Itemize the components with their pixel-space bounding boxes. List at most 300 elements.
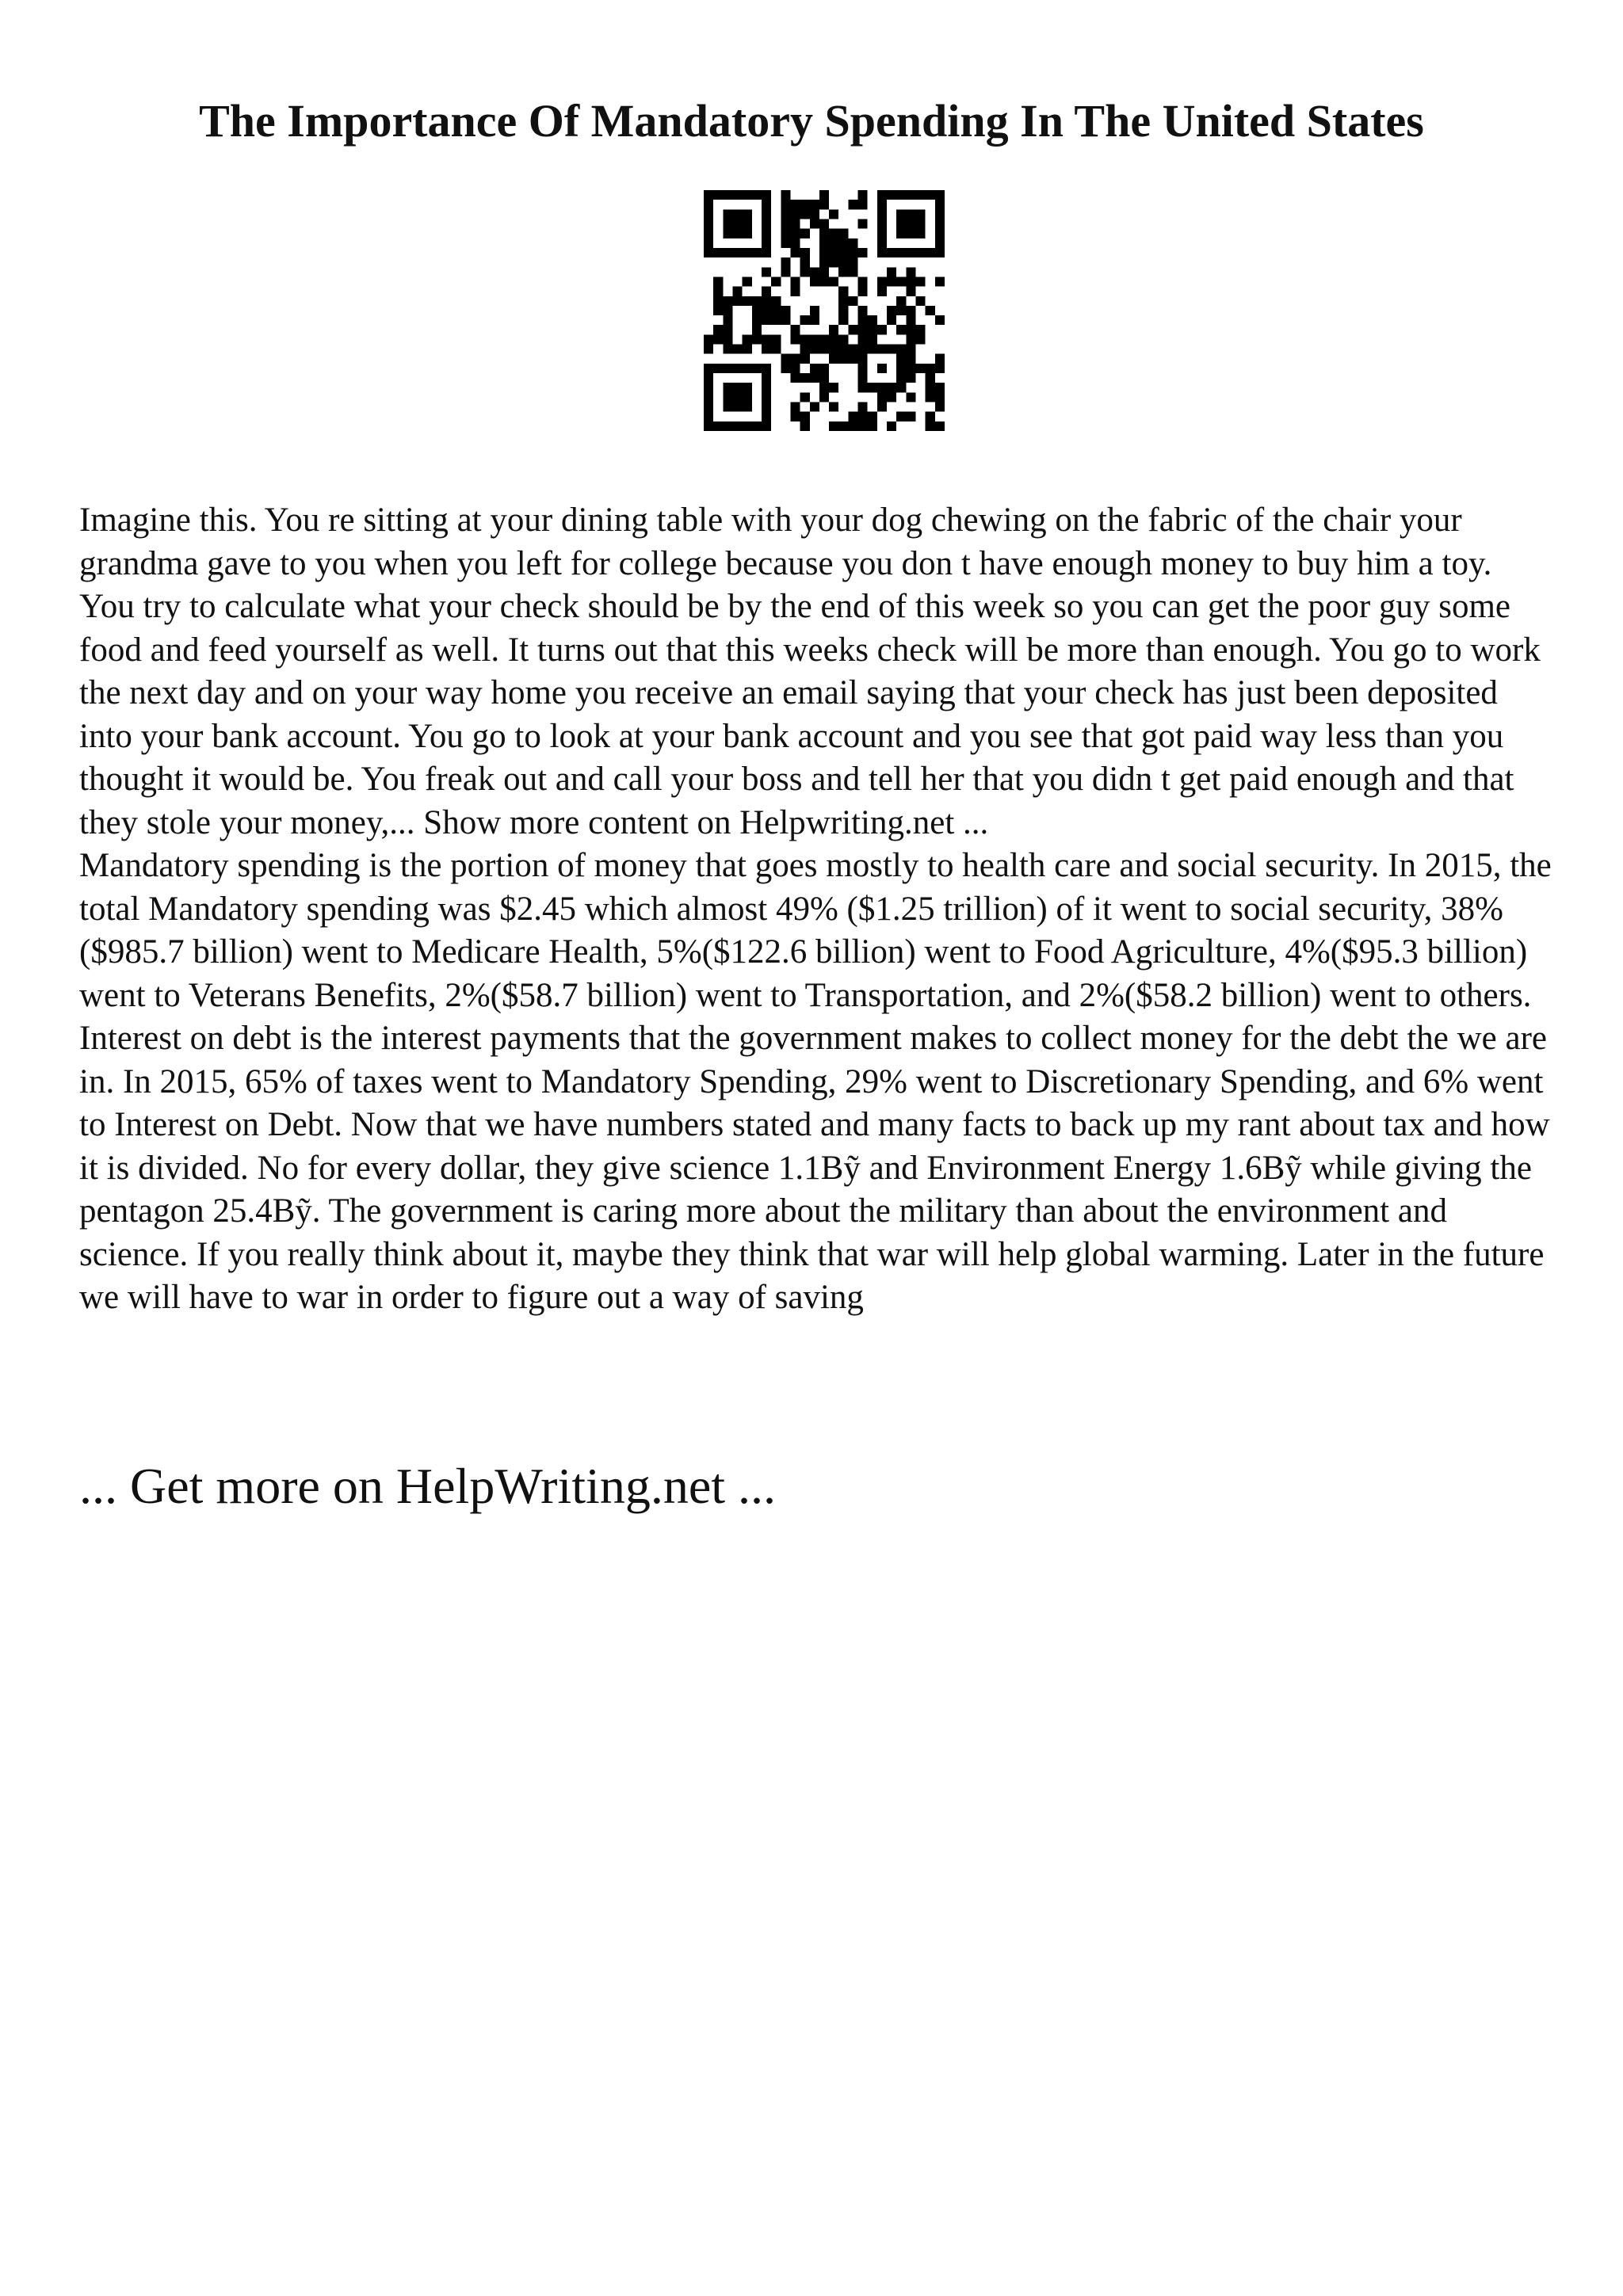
qr-module [819, 334, 829, 344]
qr-module [877, 325, 887, 334]
qr-module [877, 392, 887, 402]
qr-module [800, 248, 810, 257]
qr-module [916, 277, 926, 286]
qr-module [743, 345, 752, 354]
qr-module [723, 209, 732, 219]
qr-module [887, 315, 896, 325]
qr-module [887, 277, 896, 286]
qr-module [800, 209, 810, 219]
qr-module [713, 277, 723, 286]
qr-module [732, 421, 742, 431]
qr-module [916, 229, 926, 238]
qr-module [877, 277, 887, 286]
qr-module [819, 229, 829, 238]
qr-module [829, 334, 838, 344]
qr-module [704, 248, 713, 257]
qr-module [848, 412, 857, 421]
qr-module [896, 248, 906, 257]
qr-module [926, 392, 935, 402]
paragraph-intro: Imagine this. You re sitting at your dining table with your dog chewing on the fabric of the chair your grandma gave to you when you left for college because you don t have enough money to buy him a toy. You try to calculate what your check should be by the end of this week so you can get the poor guy some food and feed yourself as well. It turns out that this weeks check will be more than enough. You go to work the next day and on your way home you receive an email saying that your check has just been deposited into your bank account. You go to look at your bank account and you see that got paid way less than you thought it would be. You freak out and call your boss and tell her that you didn t get paid enough and that they stole your money,... Show more content on Helpwriting.net ... [79, 502, 1541, 841]
qr-module [906, 412, 915, 421]
qr-module [848, 354, 857, 364]
qr-module [752, 296, 762, 306]
qr-module [858, 219, 868, 228]
qr-module [762, 402, 771, 412]
qr-module [743, 190, 752, 200]
qr-module [810, 345, 819, 354]
qr-module [732, 383, 742, 392]
qr-module [896, 412, 906, 421]
qr-module [926, 248, 935, 257]
qr-module [935, 315, 945, 325]
qr-module [790, 412, 800, 421]
qr-module [906, 219, 915, 228]
qr-module [723, 383, 732, 392]
qr-module [781, 364, 790, 373]
qr-module [771, 334, 781, 344]
qr-module [790, 229, 800, 238]
qr-module [877, 209, 887, 219]
qr-module [810, 267, 819, 277]
qr-module [790, 200, 800, 209]
qr-module [810, 306, 819, 315]
qr-module [868, 412, 877, 421]
qr-module [858, 315, 868, 325]
qr-module [790, 238, 800, 248]
qr-module [790, 287, 800, 296]
qr-module [877, 287, 887, 296]
qr-module [800, 345, 810, 354]
qr-module [781, 200, 790, 209]
qr-module [771, 345, 781, 354]
qr-module [868, 315, 877, 325]
qr-module [800, 373, 810, 383]
qr-module [762, 248, 771, 257]
qr-module [732, 392, 742, 402]
qr-module [829, 345, 838, 354]
qr-module [906, 345, 915, 354]
qr-module [848, 238, 857, 248]
qr-module [868, 383, 877, 392]
qr-module [723, 325, 732, 334]
qr-module [935, 229, 945, 238]
qr-module [819, 238, 829, 248]
qr-module [838, 421, 848, 431]
qr-module [762, 200, 771, 209]
qr-module [906, 248, 915, 257]
qr-module [790, 402, 800, 412]
qr-module [829, 238, 838, 248]
qr-module [752, 248, 762, 257]
qr-module [743, 421, 752, 431]
qr-module [732, 296, 742, 306]
qr-module [781, 238, 790, 248]
qr-module [771, 277, 781, 286]
qr-module [713, 306, 723, 315]
qr-module [838, 306, 848, 315]
qr-module [877, 345, 887, 354]
qr-module [704, 209, 713, 219]
qr-module [906, 277, 915, 286]
qr-module [713, 296, 723, 306]
qr-module [926, 421, 935, 431]
qr-module [858, 402, 868, 412]
qr-module [800, 354, 810, 364]
qr-module [896, 373, 906, 383]
qr-module [838, 354, 848, 364]
qr-module [704, 238, 713, 248]
qr-module [848, 421, 857, 431]
qr-module [732, 190, 742, 200]
qr-module [877, 190, 887, 200]
qr-module [743, 229, 752, 238]
qr-module [935, 219, 945, 228]
qr-module [926, 373, 935, 383]
qr-module [771, 306, 781, 315]
qr-module [704, 392, 713, 402]
qr-module [790, 334, 800, 344]
qr-module [868, 345, 877, 354]
qr-module [858, 190, 868, 200]
qr-module [868, 325, 877, 334]
qr-module [752, 334, 762, 344]
qr-module [858, 354, 868, 364]
qr-module [704, 334, 713, 344]
qr-module [762, 373, 771, 383]
qr-module [906, 209, 915, 219]
qr-module [810, 277, 819, 286]
qr-module [916, 334, 926, 344]
qr-module [887, 248, 896, 257]
qr-module [906, 306, 915, 315]
qr-module [762, 392, 771, 402]
qr-module [704, 412, 713, 421]
qr-module [762, 421, 771, 431]
qr-module [906, 325, 915, 334]
qr-module [762, 345, 771, 354]
qr-module [838, 248, 848, 257]
qr-module [762, 334, 771, 344]
qr-module [896, 306, 906, 315]
qr-module [810, 315, 819, 325]
qr-module [819, 392, 829, 402]
qr-module [935, 238, 945, 248]
qr-module [723, 421, 732, 431]
qr-module [713, 325, 723, 334]
qr-module [762, 364, 771, 373]
qr-module [819, 373, 829, 383]
qr-module [752, 421, 762, 431]
qr-module [935, 421, 945, 431]
qr-module [713, 334, 723, 344]
qr-module [762, 287, 771, 296]
qr-module [916, 209, 926, 219]
qr-module [743, 277, 752, 286]
qr-module [762, 315, 771, 325]
qr-module [790, 219, 800, 228]
qr-module [916, 248, 926, 257]
qr-module [896, 209, 906, 219]
qr-module [906, 267, 915, 277]
qr-module [926, 383, 935, 392]
qr-module [848, 345, 857, 354]
qr-module [848, 257, 857, 267]
qr-module [887, 421, 896, 431]
qr-module [858, 200, 868, 209]
qr-module [819, 219, 829, 228]
qr-module [819, 200, 829, 209]
qr-module [713, 190, 723, 200]
qr-module [723, 392, 732, 402]
qr-module [704, 364, 713, 373]
qr-module [810, 209, 819, 219]
qr-module [829, 383, 838, 392]
qr-module [887, 306, 896, 315]
qr-module [858, 325, 868, 334]
get-more-link[interactable]: ... Get more on HelpWriting.net ... [79, 1458, 776, 1514]
qr-module [829, 209, 838, 219]
qr-module [858, 306, 868, 315]
qr-module [935, 364, 945, 373]
qr-module [704, 229, 713, 238]
qr-module [829, 325, 838, 334]
qr-module [829, 248, 838, 257]
qr-module [858, 248, 868, 257]
qr-module [713, 421, 723, 431]
qr-module [916, 190, 926, 200]
qr-module [848, 325, 857, 334]
qr-module [704, 421, 713, 431]
qr-module [790, 373, 800, 383]
qr-module [790, 364, 800, 373]
qr-module [800, 257, 810, 267]
qr-module [838, 334, 848, 344]
qr-module [743, 383, 752, 392]
qr-module [935, 402, 945, 412]
qr-module [896, 354, 906, 364]
qr-module [781, 267, 790, 277]
qr-module [723, 190, 732, 200]
qr-module [916, 296, 926, 306]
qr-module [800, 392, 810, 402]
qr-module [762, 267, 771, 277]
qr-module [838, 229, 848, 238]
qr-module [810, 373, 819, 383]
qr-module [732, 209, 742, 219]
qr-module [762, 209, 771, 219]
qr-module [713, 248, 723, 257]
qr-module [762, 219, 771, 228]
qr-module [752, 306, 762, 315]
qr-module [829, 402, 838, 412]
qr-module [800, 421, 810, 431]
qr-module [732, 287, 742, 296]
qr-module [896, 364, 906, 373]
qr-module [877, 219, 887, 228]
qr-module [781, 209, 790, 219]
qr-module [858, 334, 868, 344]
qr-module [935, 209, 945, 219]
qr-module [800, 315, 810, 325]
qr-module [732, 219, 742, 228]
qr-module [896, 383, 906, 392]
qr-code-graphic [704, 190, 945, 431]
qr-module [752, 190, 762, 200]
qr-module [926, 190, 935, 200]
qr-module [762, 229, 771, 238]
qr-module [838, 345, 848, 354]
qr-module [858, 364, 868, 373]
qr-module [858, 345, 868, 354]
qr-module [906, 229, 915, 238]
qr-module [896, 296, 906, 306]
qr-module [781, 354, 790, 364]
qr-module [819, 267, 829, 277]
qr-module [732, 229, 742, 238]
qr-module [704, 373, 713, 383]
qr-module [704, 345, 713, 354]
qr-module [743, 209, 752, 219]
qr-module [790, 248, 800, 257]
article-body [79, 499, 1553, 1320]
qr-module [743, 248, 752, 257]
qr-module [723, 248, 732, 257]
qr-module [810, 402, 819, 412]
qr-module [877, 248, 887, 257]
qr-module [906, 190, 915, 200]
qr-code-icon [704, 190, 945, 431]
qr-module [916, 325, 926, 334]
qr-module [858, 277, 868, 286]
qr-module [838, 296, 848, 306]
qr-module [829, 229, 838, 238]
qr-module [762, 383, 771, 392]
qr-module [935, 354, 945, 364]
qr-module [800, 412, 810, 421]
qr-module [723, 364, 732, 373]
qr-module [926, 306, 935, 315]
qr-module [877, 238, 887, 248]
qr-module [743, 296, 752, 306]
qr-module [800, 229, 810, 238]
qr-module [790, 277, 800, 286]
qr-module [819, 190, 829, 200]
qr-module [781, 306, 790, 315]
qr-module [906, 287, 915, 296]
qr-module [732, 248, 742, 257]
qr-module [848, 267, 857, 277]
qr-module [935, 392, 945, 402]
qr-module [810, 219, 819, 228]
qr-module [810, 334, 819, 344]
qr-module [877, 229, 887, 238]
qr-module [781, 257, 790, 267]
qr-module [887, 190, 896, 200]
qr-module [723, 229, 732, 238]
qr-module [916, 219, 926, 228]
qr-module [771, 315, 781, 325]
qr-module [829, 354, 838, 364]
qr-module [810, 364, 819, 373]
qr-module [743, 392, 752, 402]
qr-module [896, 229, 906, 238]
page-title: The Importance Of Mandatory Spending In The United States [199, 95, 1424, 147]
qr-module [810, 200, 819, 209]
qr-module [868, 334, 877, 344]
paragraph-spending: Mandatory spending is the portion of money that goes mostly to health care and social security. In 2015, the total Mandatory spending was $2.45 which almost 49% ($1.25 trillion) of it went to social security, 38%($985.7 billion) went to Medicare Health, 5%($122.6 billion) went to Food Agriculture, 4%($95.3 billion) went to Veterans Benefits, 2%($58.7 billion) went to Transportation, and 2%($58.2 billion) went to others. Interest on debt is the interest payments that the government makes to collect money for the debt the we are in. In 2015, 65% of taxes went to Mandatory Spending, 29% went to Discretionary Spending, and 6% went to Interest on Debt. Now that we have numbers stated and many facts to back up my rant about tax and how it is divided. No for every dollar, they give science 1.1Bỹ and Environment Energy 1.6Bỹ while giving the pentagon 25.4Bỹ. The government is caring more about the military than about the environment and science. If you really think about it, maybe they think that war will help global warming. Later in the future we will have to war in order to figure out a way of saving [79, 847, 1552, 1316]
qr-module [838, 257, 848, 267]
qr-module [877, 364, 887, 373]
qr-module [790, 325, 800, 334]
qr-module [848, 296, 857, 306]
qr-module [752, 325, 762, 334]
qr-module [906, 334, 915, 344]
qr-module [781, 229, 790, 238]
qr-module [781, 219, 790, 228]
qr-module [887, 383, 896, 392]
qr-module [935, 248, 945, 257]
qr-module [743, 219, 752, 228]
qr-module [906, 373, 915, 383]
qr-module [762, 412, 771, 421]
qr-module [762, 190, 771, 200]
qr-module [790, 209, 800, 219]
qr-module [896, 219, 906, 228]
qr-module [887, 345, 896, 354]
qr-module [819, 345, 829, 354]
qr-module [781, 190, 790, 200]
qr-module [713, 364, 723, 373]
qr-module [906, 354, 915, 364]
qr-module [877, 402, 887, 412]
qr-module [723, 306, 732, 315]
qr-module [723, 219, 732, 228]
qr-module [838, 238, 848, 248]
qr-module [800, 267, 810, 277]
qr-module [848, 200, 857, 209]
qr-module [732, 402, 742, 412]
qr-module [858, 287, 868, 296]
qr-module [800, 334, 810, 344]
qr-module [752, 315, 762, 325]
qr-module [771, 296, 781, 306]
qr-module [781, 315, 790, 325]
qr-module [819, 383, 829, 392]
qr-module [896, 277, 906, 286]
qr-module [838, 267, 848, 277]
qr-module [790, 354, 800, 364]
qr-module [926, 364, 935, 373]
qr-module [926, 412, 935, 421]
qr-module [858, 373, 868, 383]
qr-module [887, 267, 896, 277]
qr-module [800, 200, 810, 209]
qr-module [819, 277, 829, 286]
qr-module [829, 421, 838, 431]
qr-module [713, 287, 723, 296]
qr-module [858, 412, 868, 421]
qr-module [935, 277, 945, 286]
qr-module [704, 200, 713, 209]
qr-module [723, 402, 732, 412]
qr-module [858, 383, 868, 392]
qr-module [906, 392, 915, 402]
qr-module [877, 383, 887, 392]
qr-module [887, 392, 896, 402]
qr-module [877, 200, 887, 209]
qr-module [762, 296, 771, 306]
qr-module [762, 306, 771, 315]
